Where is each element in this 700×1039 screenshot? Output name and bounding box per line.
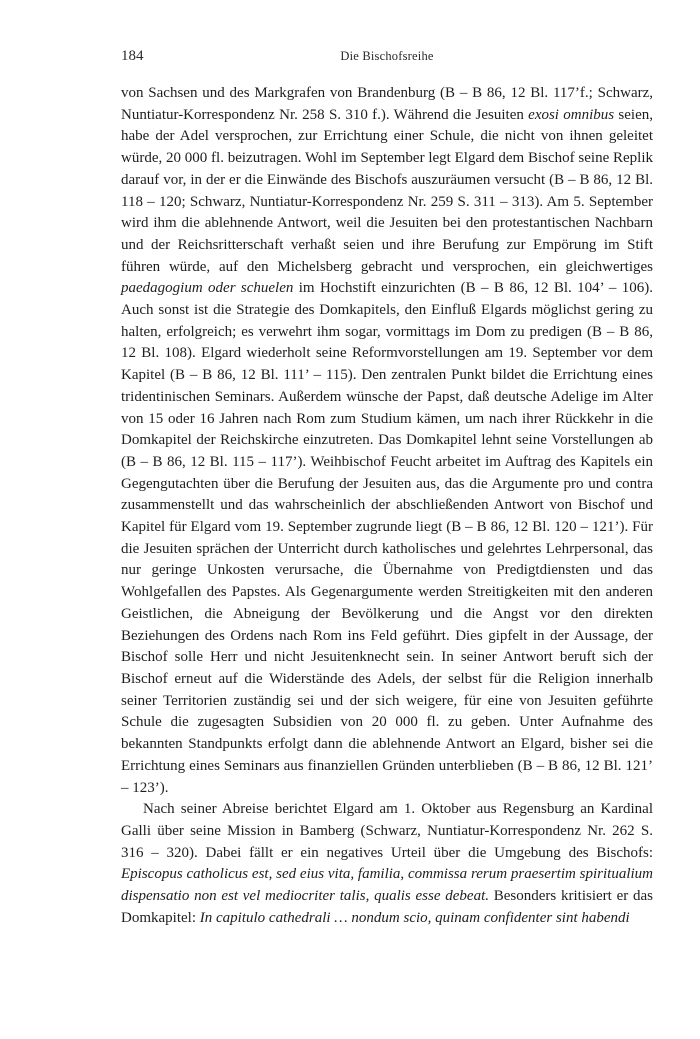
italic-quotation: paedagogium oder schuelen: [121, 280, 294, 297]
text-run: Nach seiner Abreise berichtet Elgard am 1. Oktober aus Regensburg an Kardinal Galli über seine Mission in Bamberg (Schwarz, Nuntiatur-Korrespondenz Nr. 262 S. 316 – 320). Dabei fällt er ein negatives Urteil über die Umgebung des Bischofs:: [121, 801, 653, 861]
paragraph: [121, 799, 653, 929]
italic-quotation: exosi omnibus: [528, 106, 615, 123]
italic-quotation: Episcopus catholicus est, sed eius vita, familia, commissa rerum praesertim spiritualium dispensatio non est vel mediocriter talis, qualis esse debeat.: [121, 866, 653, 905]
paragraph: [121, 83, 653, 799]
body-text: [121, 83, 653, 929]
text-run: seien, habe der Adel versprochen, zur Errichtung einer Schule, die nicht von ihnen geleitet würde, 20 000 fl. beizutragen. Wohl im September legt Elgard dem Bischof seine Replik darauf vor, in der er die Einwände des Bischofs auszuräumen versucht (B – B 86, 12 Bl. 118 – 120; Schwarz, Nuntiatur-Korrespondenz Nr. 259 S. 311 – 313). Am 5. September wird ihm die ablehnende Antwort, weil die Jesuiten bei den protestantischen Nachbarn und der Reichsritterschaft verhaßt seien und ihre Berufung zur Empörung im Stift führen würde, auf den Michelsberg gebracht und versprochen, ein gleichwertiges: [121, 106, 653, 275]
running-title: Die Bischofsreihe: [340, 49, 434, 63]
page-header: [121, 48, 653, 68]
page-number: 184: [121, 48, 144, 64]
text-run: im Hochstift einzurichten (B – B 86, 12 Bl. 104’ – 106). Auch sonst ist die Strategie des Domkapitels, den Einfluß Elgards möglichst gering zu halten, erfolgreich; es verwehrt ihm sogar, vormittags im Dom zu predigen (B – B 86, 12 Bl. 108). Elgard wiederholt seine Reformvorstellungen am 19. September vor dem Kapitel (B – B 86, 12 Bl. 111’ – 115). Den zentralen Punkt bildet die Errichtung eines tridentinischen Seminars. Außerdem wünsche der Papst, daß deutsche Adelige im Alter von 15 oder 16 Jahren nach Rom zum Studium kämen, um nach ihrer Rückkehr in die Domkapitel der Reichskirche einzutreten. Das Domkapitel lehnt seine Vorstellungen ab (B – B 86, 12 Bl. 115 – 117’). Weihbischof Feucht arbeitet im Auftrag des Kapitels ein Gegengutachten über die Berufung der Jesuiten aus, das die Argumente pro und contra zusammenstellt und das wahrscheinlich der abschließenden Antwort von Bischof und Kapitel für Elgard vom 19. September zugrunde liegt (B – B 86, 12 Bl. 120 – 121’). Für die Jesuiten sprächen der Unterricht durch katholisches und gelehrtes Lehrpersonal, das nur geringe Unkosten verursache, die Übernahme von Predigtdiensten und das Wohlgefallen des Papstes. Als Gegenargumente werden Streitigkeiten mit den anderen Geistlichen, die Abneigung der Bevölkerung und die Angst vor den direkten Beziehungen des Ordens nach Rom ins Feld geführt. Dies gipfelt in der Aussage, der Bischof solle Herr und nicht Jesuitenknecht sein. In seiner Antwort beruft sich der Bischof erneut auf die Widerstände des Adels, der selbst für die Religion innerhalb seiner Territorien zuständig sei und der sich weigere, für eine von Jesuiten geführte Schule die zugesagten Subsidien von 20 000 fl. zu geben. Unter Aufnahme des bekannten Standpunkts erfolgt dann die ablehnende Antwort an Elgard, bisher sei die Errichtung eines Seminars aus finanziellen Gründen unterblieben (B – B 86, 12 Bl. 121’ – 123’).: [121, 280, 653, 796]
italic-quotation: In capitulo cathedrali … nondum scio, quinam confidenter sint habendi: [199, 909, 630, 926]
text-run: Besonders kritisiert er das Domkapitel:: [121, 888, 654, 926]
text-run: von Sachsen und des Markgrafen von Brandenburg (B – B 86, 12 Bl. 117’f.; Schwarz, Nuntiatur-Korrespondenz Nr. 258 S. 310 f.). Während die Jesuiten: [121, 85, 653, 123]
